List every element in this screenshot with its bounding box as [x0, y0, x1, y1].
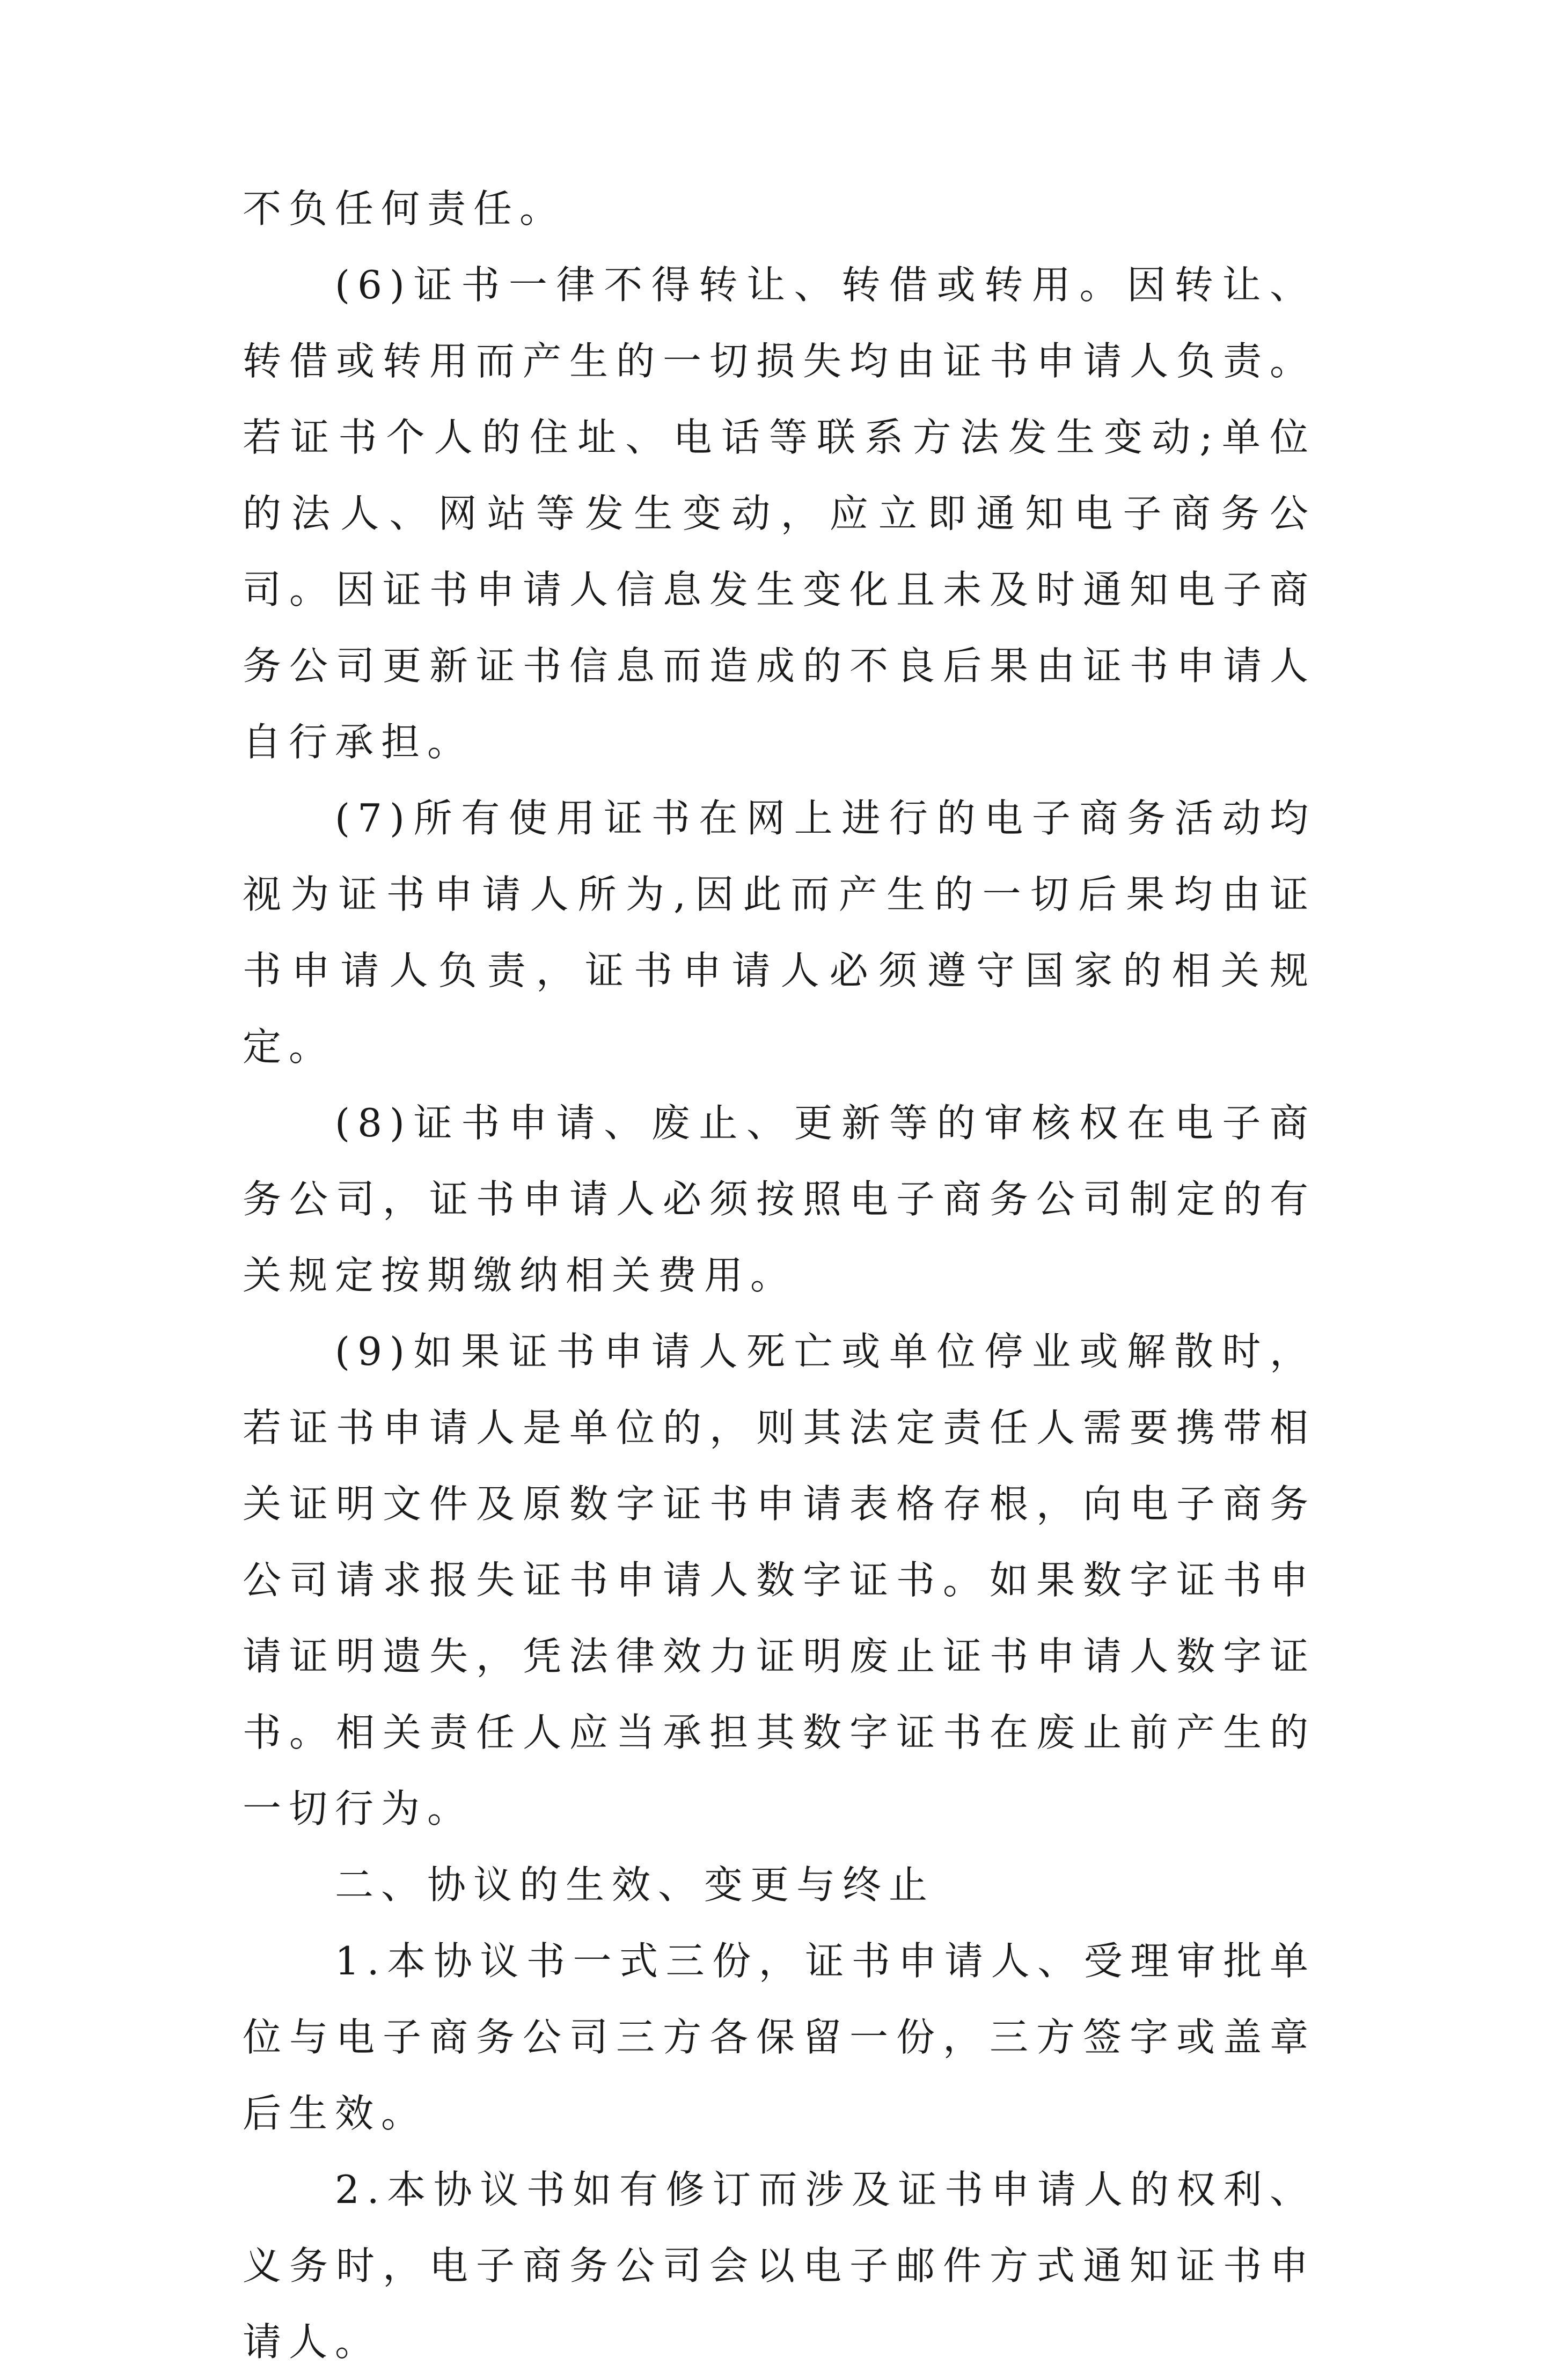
- section-heading-effect-change-termination: 二、协议的生效、变更与终止: [335, 1862, 935, 1907]
- paragraph-clause-9: (9)如果证书申请人死亡或单位停业或解散时，若证书申请人是单位的，则其法定责任人需要携带相关证明文件及原数字证书申请表格存根，向电子商务公司请求报失证书申请人数字证书。如果数字证书申请证明遗失，凭法律效力证明废止证书申请人数字证书。相关责任人应当承担其数字证书在废止前产生的一切行为。: [243, 1329, 1316, 1831]
- paragraph-continuation: 不负任何责任。: [243, 186, 566, 231]
- paragraph-clause-7: (7)所有使用证书在网上进行的电子商务活动均视为证书申请人所为,因此而产生的一切后果均由证书申请人负责，证书申请人必须遵守国家的相关规定。: [243, 796, 1316, 1069]
- document-body: [243, 171, 1316, 2380]
- paragraph-clause-8: (8)证书申请、废止、更新等的审核权在电子商务公司，证书申请人必须按照电子商务公司制定的有关规定按期缴纳相关费用。: [243, 1100, 1316, 1298]
- paragraph-item-1: 1.本协议书一式三份，证书申请人、受理审批单位与电子商务公司三方各保留一份，三方签字或盖章后生效。: [243, 1938, 1316, 2136]
- paragraph-clause-6: (6)证书一律不得转让、转借或转用。因转让、转借或转用而产生的一切损失均由证书申请人负责。若证书个人的住址、电话等联系方法发生变动;单位的法人、网站等发生变动，应立即通知电子商务公司。因证书申请人信息发生变化且未及时通知电子商务公司更新证书信息而造成的不良后果由证书申请人自行承担。: [243, 262, 1316, 765]
- paragraph-item-2: 2.本协议书如有修订而涉及证书申请人的权利、义务时，电子商务公司会以电子邮件方式通知证书申请人。: [243, 2167, 1316, 2364]
